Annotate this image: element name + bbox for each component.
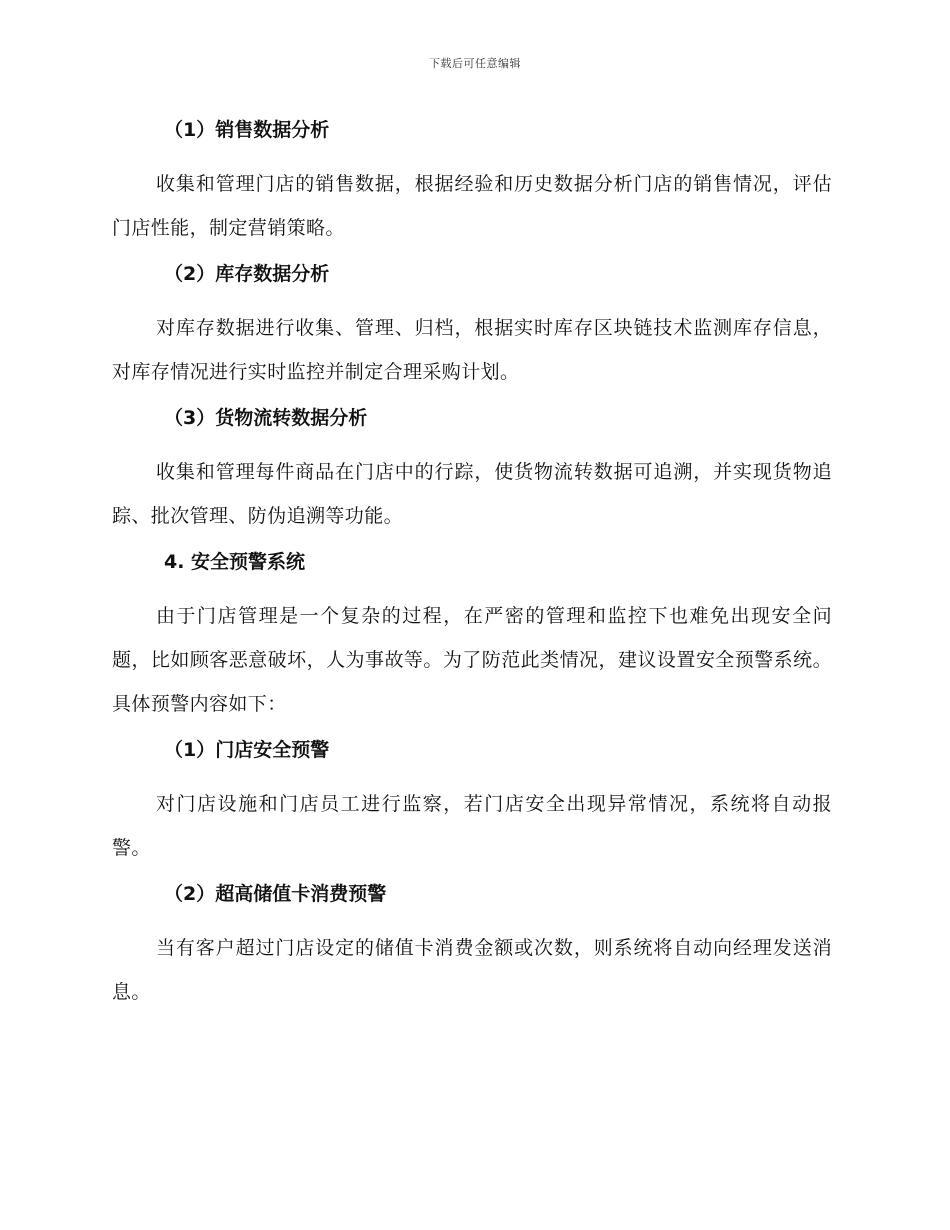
section-heading-goods-flow-analysis: （3）货物流转数据分析 — [164, 407, 368, 429]
section-heading-sales-analysis: （1）销售数据分析 — [164, 119, 330, 141]
paragraph-inventory-analysis: 对库存数据进行收集、管理、归档，根据实时库存区块链技术监测库存信息，对库存情况进行实时监控并制定合理采购计划。 — [112, 317, 832, 383]
paragraph-sales-analysis: 收集和管理门店的销售数据，根据经验和历史数据分析门店的销售情况，评估门店性能，制定营销策略。 — [112, 173, 832, 239]
paragraph-goods-flow-analysis: 收集和管理每件商品在门店中的行踪，使货物流转数据可追溯，并实现货物追踪、批次管理、防伪追溯等功能。 — [112, 461, 832, 527]
section-heading-security-warning-system: 4. 安全预警系统 — [164, 551, 306, 573]
paragraph-security-warning-system: 由于门店管理是一个复杂的过程，在严密的管理和监控下也难免出现安全问题，比如顾客恶意破坏，人为事故等。为了防范此类情况，建议设置安全预警系统。具体预警内容如下： — [112, 605, 832, 715]
paragraph-stored-value-card-warning: 当有客户超过门店设定的储值卡消费金额或次数，则系统将自动向经理发送消息。 — [112, 937, 832, 1003]
document-body — [112, 112, 832, 1020]
section-heading-inventory-analysis: （2）库存数据分析 — [164, 263, 330, 285]
paragraph-store-security-warning: 对门店设施和门店员工进行监察，若门店安全出现异常情况，系统将自动报警。 — [112, 793, 832, 859]
page-header-note: 下载后可任意编辑 — [429, 57, 521, 70]
section-heading-stored-value-card-warning: （2）超高储值卡消费预警 — [164, 883, 387, 905]
section-heading-store-security-warning: （1）门店安全预警 — [164, 739, 330, 761]
